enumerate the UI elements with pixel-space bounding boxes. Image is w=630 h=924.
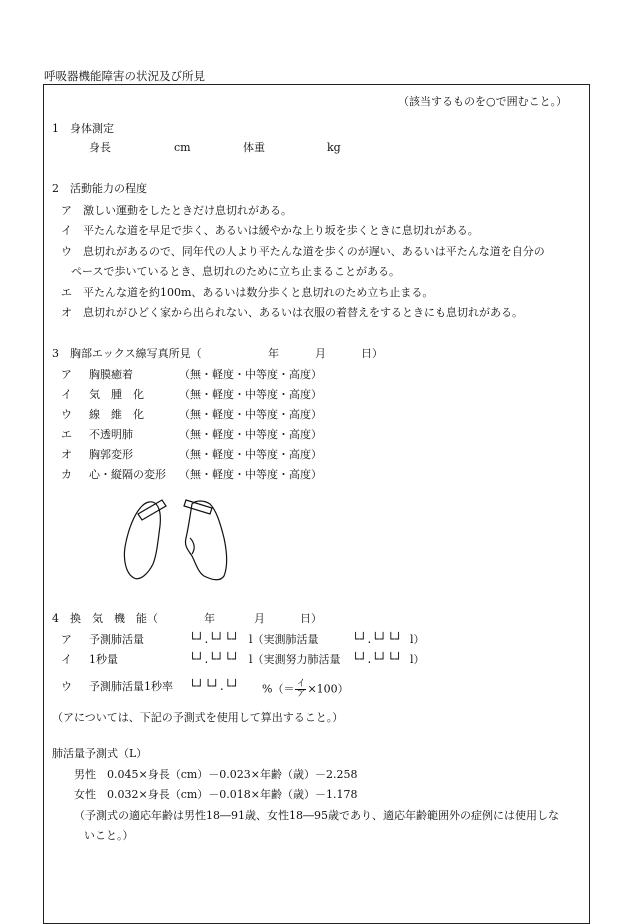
lung-diagram [120,492,235,584]
xray-severity: （無・軽度・中等度・高度） [179,468,322,481]
activity-item-u-cont: ペースで歩いているとき、息切れのために立ち止まることがある。 [71,265,401,278]
xray-month: 月 [315,347,326,360]
fev1-ratio-formula [262,680,349,699]
vent-note: （アについては、下記の予測式を使用して算出すること。） [52,711,344,724]
xray-severity: （無・軽度・中等度・高度） [179,408,322,421]
xray-kana: ウ [61,408,72,421]
formula-heading: 肺活量予測式（L） [52,747,148,760]
fraction-denominator: ア [296,689,306,699]
weight-unit: kg [327,141,341,154]
predicted-vc-label: 予測肺活量 [89,633,144,646]
ratio-fraction [295,680,306,699]
measured-vc-label: l（実測肺活量 [249,633,319,646]
measured-vc-end: l） [410,633,425,646]
vent-year: 年 [204,612,215,625]
activity-item-a: ア 激しい運動をしたときだけ息切れがある。 [61,204,292,217]
xray-year: 年 [268,347,279,360]
fev1-label: 1秒量 [89,653,118,666]
xray-label: 胸郭変形 [89,448,133,461]
vent-kana-i: イ [61,653,72,666]
section-1-heading: 1 身体測定 [52,122,114,135]
vent-kana-u: ウ [61,680,72,693]
left-lung-outline [124,502,160,579]
vent-month: 月 [254,612,265,625]
vent-day: 日） [300,612,322,625]
measured-fvc-boxes[interactable]: └┘.└┘└┘ [352,652,403,666]
xray-kana: エ [61,428,72,441]
formula-female: 女性 0.032×身長（cm）－0.018×年齢（歳）－1.178 [74,788,358,801]
measured-fvc-end: l） [410,653,425,666]
height-unit: cm [174,141,191,154]
section-4-heading: 4 換 気 機 能（ [52,612,158,625]
activity-item-e: エ 平たんな道を約100m、あるいは数分歩くと息切れのため立ち止まる。 [61,286,434,299]
fev1-boxes[interactable]: └┘.└┘└┘ [189,652,240,666]
instruction-text: （該当するものを○で囲むこと。） [398,95,568,108]
activity-item-o: オ 息切れがひどく家から出られない、あるいは衣服の着替えをするときにも息切れがある。 [61,306,523,319]
xray-severity: （無・軽度・中等度・高度） [179,448,322,461]
formula-note-line2: いこと。） [84,829,134,842]
xray-label: 胸膜癒着 [89,368,133,381]
xray-label: 線 維 化 [89,408,144,421]
fraction-numerator: イ [296,679,306,689]
formula-male: 男性 0.045×身長（cm）－0.023×年齢（歳）－2.258 [74,768,358,781]
activity-item-i: イ 平たんな道を早足で歩く、あるいは緩やかな上り坂を歩くときに息切れがある。 [61,224,479,237]
xray-severity: （無・軽度・中等度・高度） [179,388,322,401]
predicted-vc-boxes[interactable]: └┘.└┘└┘ [189,632,240,646]
xray-kana: ア [61,368,72,381]
formula-note-line1: （予測式の適応年齢は男性18―91歳、女性18―95歳であり、適応年齢範囲外の症例には使用しな [74,809,559,822]
activity-item-u: ウ 息切れがあるので、同年代の人より平たんな道を歩くのが遅い、あるいは平たんな道を自分の [61,245,545,258]
lung-outline [124,500,226,580]
left-apex-band [138,500,166,520]
vent-kana-a: ア [61,633,72,646]
xray-kana: オ [61,448,72,461]
height-label: 身長 [89,141,111,154]
xray-label: 不透明肺 [89,428,133,441]
document-title: 呼吸器機能障害の状況及び所見 [44,69,205,83]
fev1-ratio-end: ×100） [307,682,349,696]
cardiac-notch [190,538,194,554]
measured-fvc-label: l（実測努力肺活量 [249,653,341,666]
weight-label: 体重 [243,141,265,154]
measured-vc-boxes[interactable]: └┘.└┘└┘ [352,632,403,646]
xray-label: 心・縦隔の変形 [89,468,166,481]
xray-label: 気 腫 化 [89,388,144,401]
xray-kana: カ [61,468,72,481]
xray-kana: イ [61,388,72,401]
fev1-ratio-label: 予測肺活量1秒率 [89,680,173,693]
xray-severity: （無・軽度・中等度・高度） [179,368,322,381]
xray-severity: （無・軽度・中等度・高度） [179,428,322,441]
fev1-ratio-boxes[interactable]: └┘└┘.└┘ [189,679,240,693]
fev1-ratio-unit: %（＝ [262,682,295,696]
section-3-heading: 3 胸部エックス線写真所見（ [52,347,202,360]
section-2-heading: 2 活動能力の程度 [52,182,147,195]
xray-day: 日） [361,347,383,360]
